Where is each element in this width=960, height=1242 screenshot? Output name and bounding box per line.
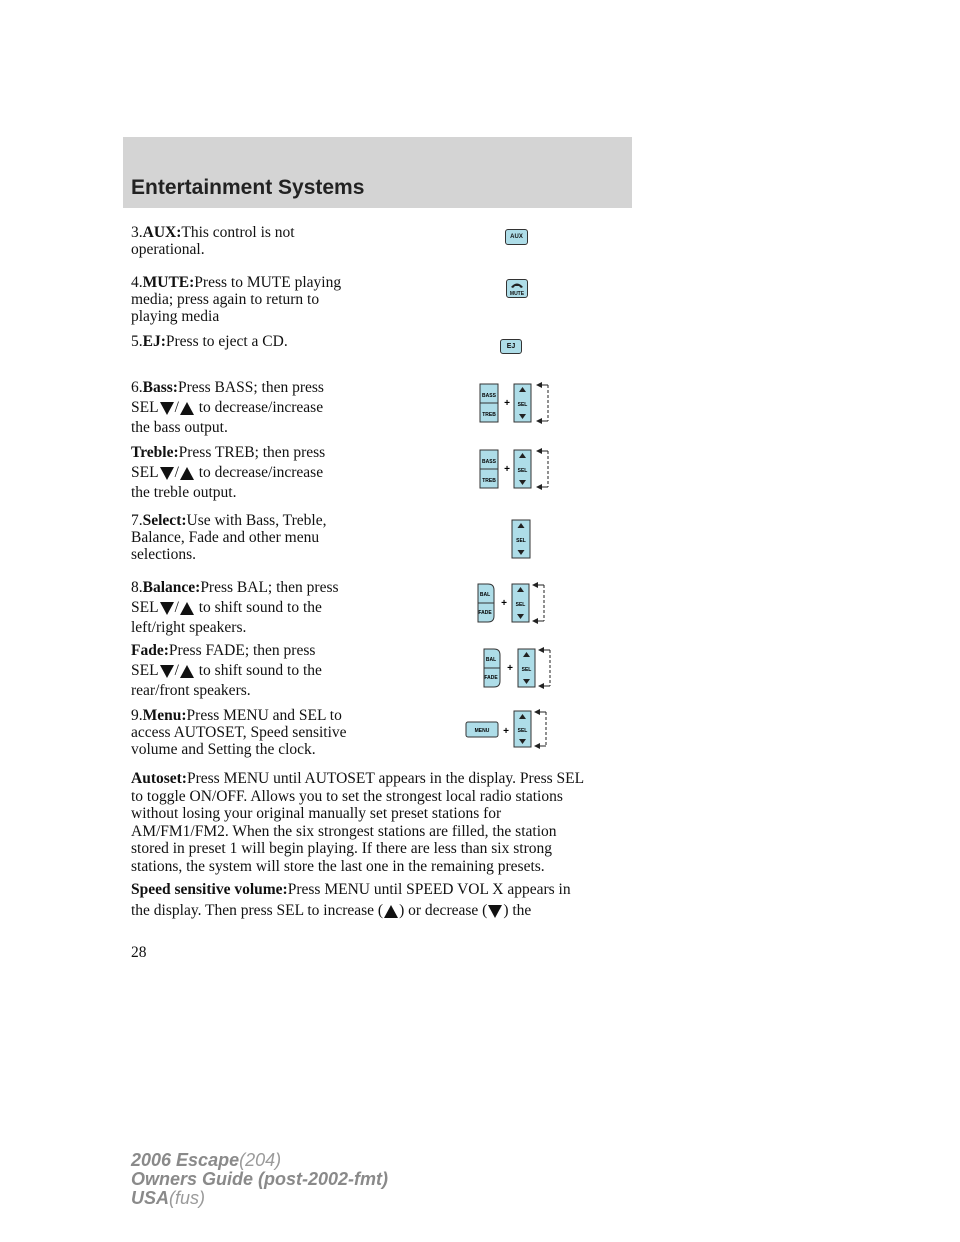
svg-text:SEL: SEL xyxy=(515,602,526,608)
down-arrow-icon xyxy=(488,905,502,918)
up-arrow-icon xyxy=(180,665,194,678)
svg-text:BASS: BASS xyxy=(482,393,496,399)
treble-sel-diagram xyxy=(478,444,558,496)
select-item: 7.Select:Use with Bass, Treble, Balance, Fade and other menu selections. xyxy=(131,512,327,563)
svg-text:BAL: BAL xyxy=(485,657,497,663)
svg-text:BAL: BAL xyxy=(479,592,491,598)
svg-text:SEL: SEL xyxy=(517,468,528,474)
balance-item: 8.Balance:Press BAL; then press SEL / to shift sound to the left/right speakers. xyxy=(131,579,339,636)
svg-text:SEL: SEL xyxy=(517,728,528,734)
mute-item: 4.MUTE:Press to MUTE playing media; press again to return to playing media xyxy=(131,274,342,325)
up-arrow-icon xyxy=(180,602,194,615)
sel-button-diagram xyxy=(510,518,534,560)
svg-text:SEL: SEL xyxy=(516,538,526,544)
treble-item: Treble:Press TREB; then press SEL / to decrease/increase the treble output. xyxy=(131,444,326,501)
svg-text:TREB: TREB xyxy=(482,478,496,484)
page-number: 28 xyxy=(131,944,147,961)
ej-item: 5.EJ:Press to eject a CD. xyxy=(131,333,288,350)
svg-text:FADE: FADE xyxy=(484,675,498,681)
balance-sel-diagram xyxy=(476,578,556,626)
menu-item: 9.Menu:Press MENU and SEL to access AUTOSET, Speed sensitive volume and Setting the clock. xyxy=(131,707,347,758)
aux-item: 3.AUX:This control is not operational. xyxy=(131,224,295,258)
svg-text:+: + xyxy=(507,663,513,674)
ej-button-icon: EJ xyxy=(500,339,522,354)
svg-text:+: + xyxy=(504,398,510,409)
section-title: Entertainment Systems xyxy=(131,176,365,199)
svg-text:+: + xyxy=(503,726,509,737)
svg-text:FADE: FADE xyxy=(478,610,492,616)
svg-text:+: + xyxy=(504,464,510,475)
speed-volume-paragraph: Speed sensitive volume:Press MENU until SPEED VOL X appears in the display. Then press SEL to increase ( ) or decrease ( ) the xyxy=(131,881,571,919)
bass-item: 6.Bass:Press BASS; then press SEL / to decrease/increase the bass output. xyxy=(131,379,324,436)
svg-text:SEL: SEL xyxy=(521,667,532,673)
footer: 2006 Escape(204) Owners Guide (post-2002-fmt) USA(fus) xyxy=(131,1150,389,1208)
fade-sel-diagram xyxy=(482,643,562,691)
up-arrow-icon xyxy=(384,905,398,918)
down-arrow-icon xyxy=(160,402,174,415)
aux-button-icon: AUX xyxy=(505,229,528,245)
down-arrow-icon xyxy=(160,665,174,678)
svg-text:BASS: BASS xyxy=(482,459,496,465)
menu-sel-diagram xyxy=(464,706,556,752)
fade-item: Fade:Press FADE; then press SEL / to shift sound to the rear/front speakers. xyxy=(131,642,322,699)
svg-text:TREB: TREB xyxy=(482,412,496,418)
down-arrow-icon xyxy=(160,602,174,615)
svg-text:+: + xyxy=(501,598,507,609)
svg-text:MENU: MENU xyxy=(474,728,490,734)
autoset-paragraph: Autoset:Press MENU until AUTOSET appears in the display. Press SEL to toggle ON/OFF. Allows you to set the strongest local radio stations without losing your original manually set preset stations for AM/FM1/FM2. When the six strongest stations are filled, the station stored in preset 1 will begin playing. If there are less than six strong stations, the system will store the last one in the remaining presets. xyxy=(131,770,585,875)
mute-button-icon: MUTE xyxy=(506,279,528,298)
phone-icon xyxy=(507,280,527,290)
up-arrow-icon xyxy=(180,467,194,480)
up-arrow-icon xyxy=(180,402,194,415)
down-arrow-icon xyxy=(160,467,174,480)
svg-text:SEL: SEL xyxy=(517,402,528,408)
bass-sel-diagram xyxy=(478,378,558,430)
